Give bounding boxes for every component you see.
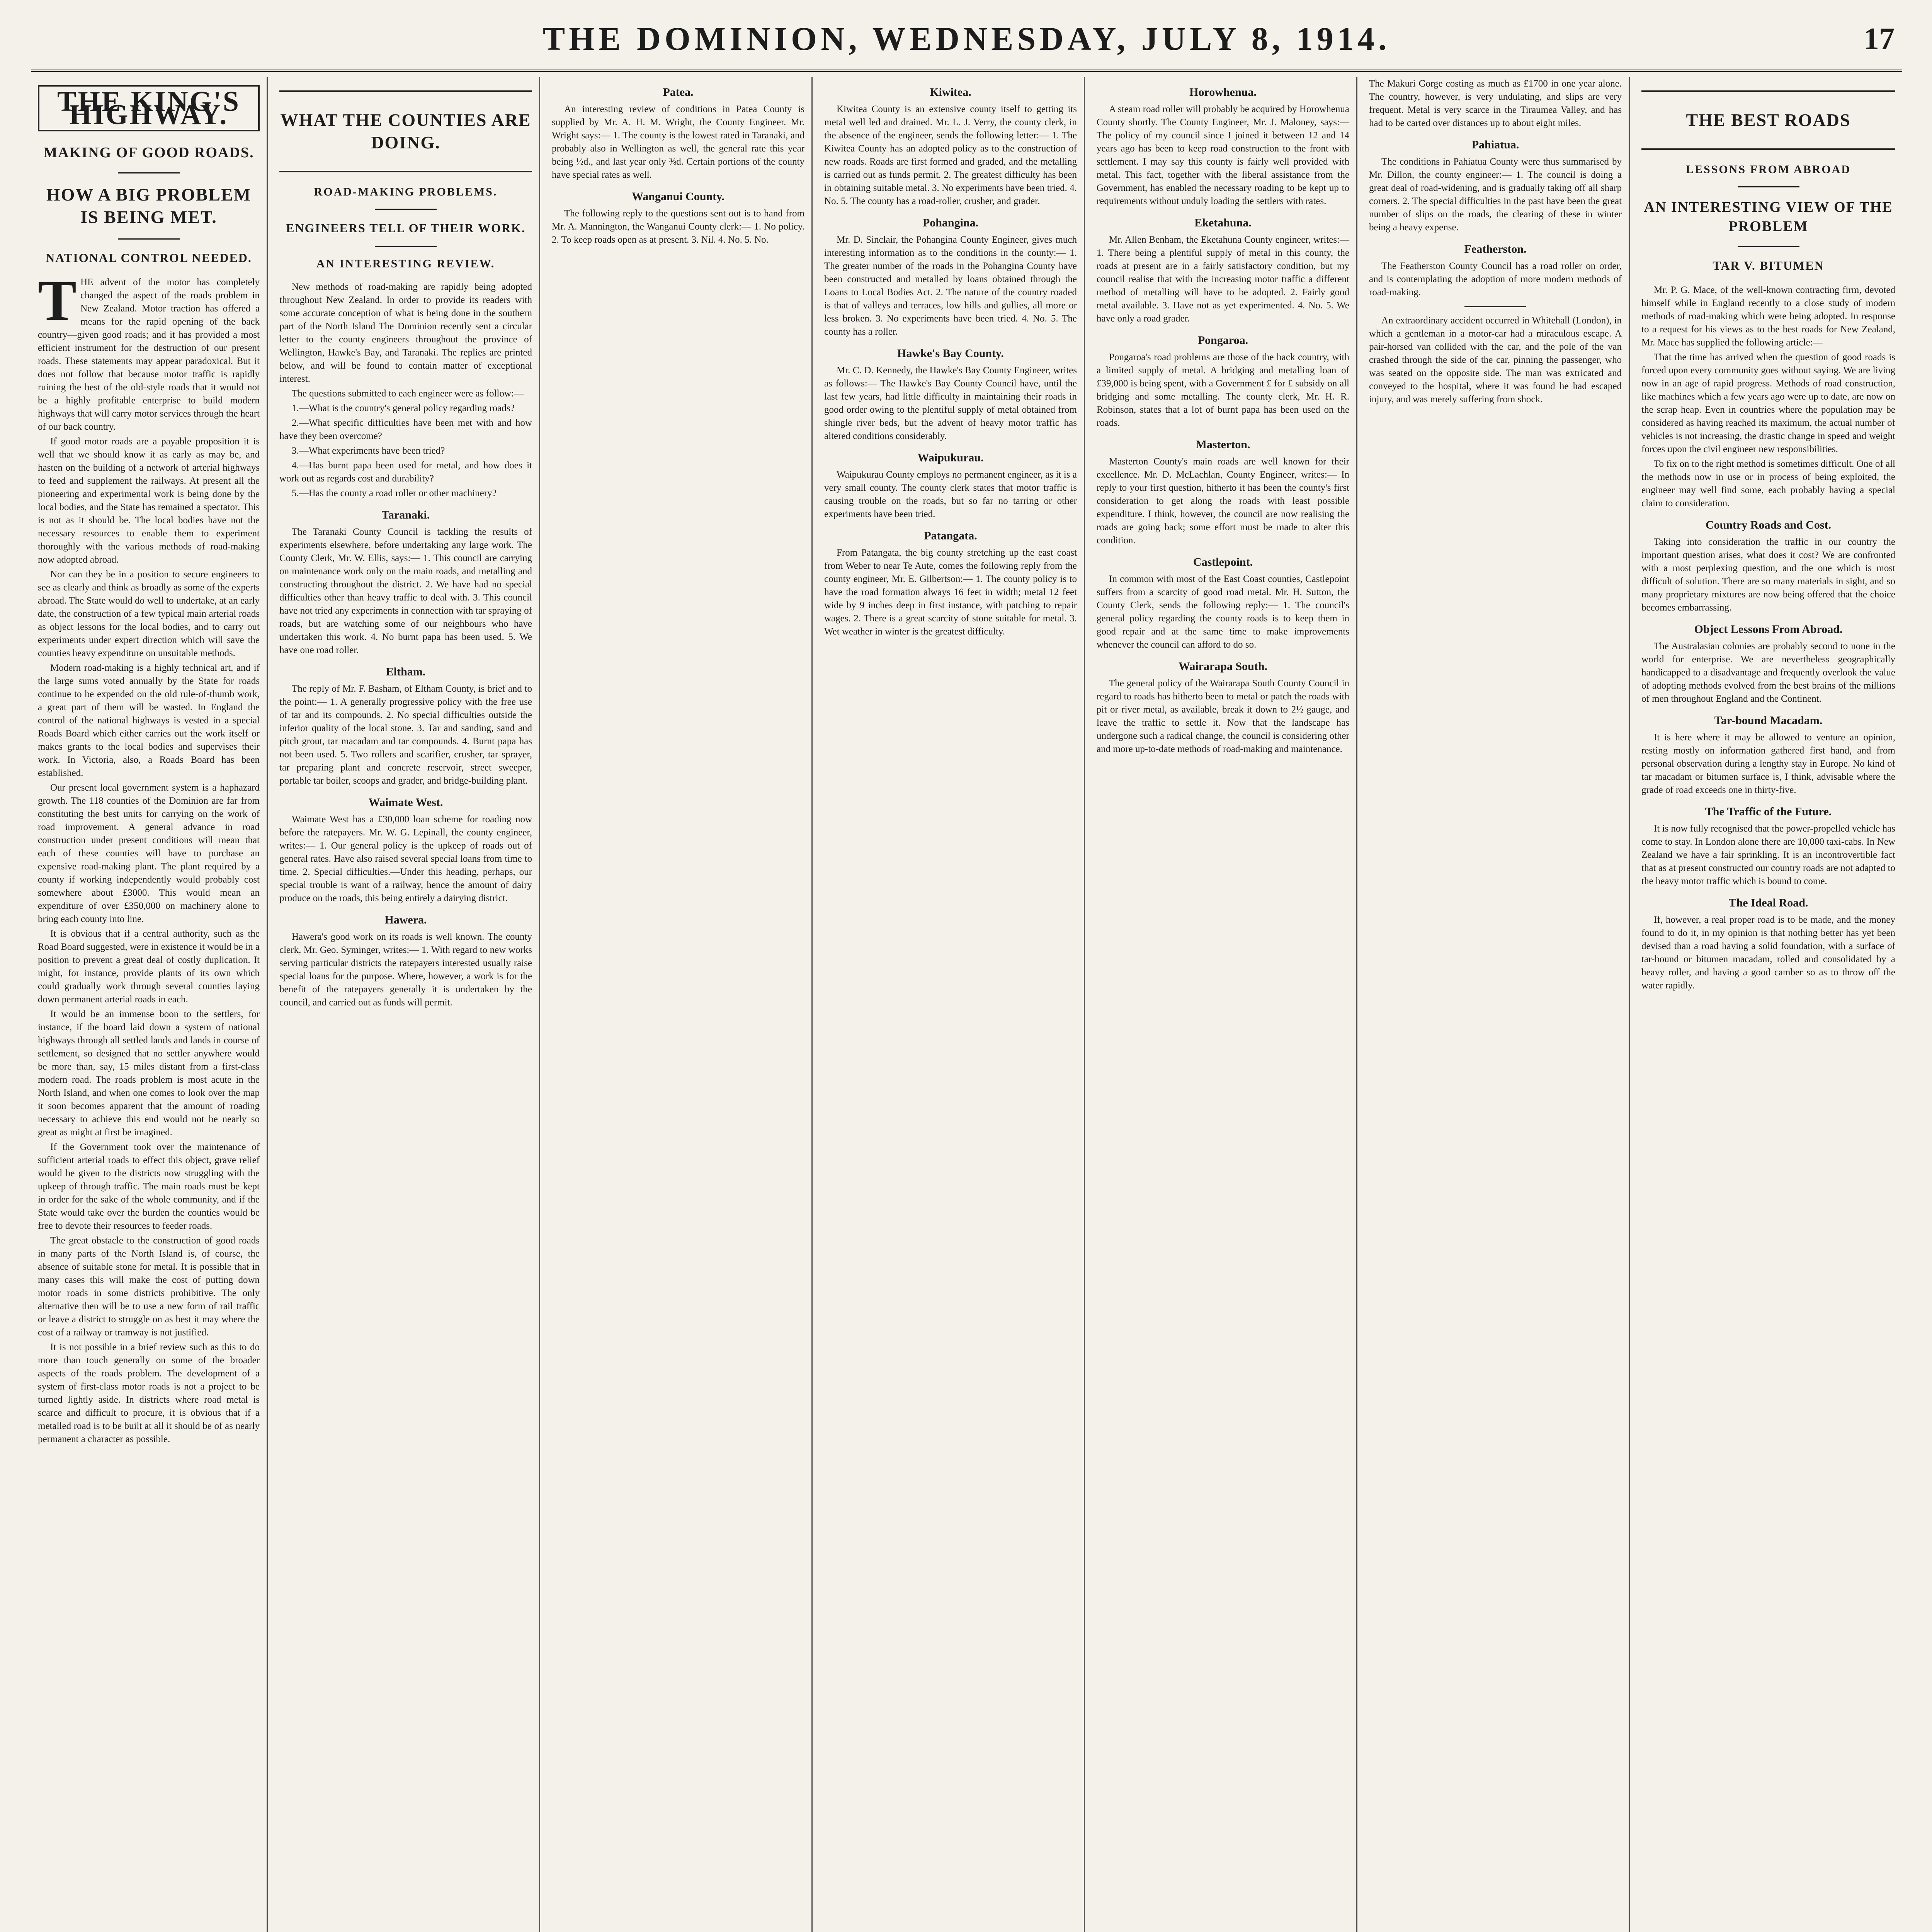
kings-highway-lead-paragraph: [38, 269, 260, 434]
body-paragraph: In common with most of the East Coast counties, Castlepoint suffers from a scarcity of good road metal. Mr. H. Sutton, the County Clerk, sends the following reply:— 1. The council's general policy regarding the county roads is to keep them in good repair and at the same time to make improvements whenever the council can afford to do so.: [1097, 574, 1349, 650]
body-paragraph: Modern road-making is a highly technical art, and if the large sums voted annually by the State for roads continue to be expended on the old rule-of-thumb work, a great part of them will be wasted. In England the control of the national highways is vested in a special Roads Board which either carries out the work itself or makes grants to the local bodies and supervises their work. In Victoria, also, a Roads Board has been established.: [38, 663, 260, 778]
body-paragraph: Pongaroa's road problems are those of the back country, with a limited supply of metal. A bridging and metalling loan of £39,000 is being spent, with a Government £ for £ subsidy on all bridging and some metalling. The county clerk, Mr. H. R. Robinson, states that a lot of burnt papa has been used on the roads.: [1097, 352, 1349, 428]
body-paragraph: It is not possible in a brief review such as this to do more than touch generally on some of the broader aspects of the roads problem. The development of a system of first-class motor roads is not a project to be turned lightly aside. In districts where road metal is scarce and difficult to procure, it is obvious that if a metalled road is to be built at all it should be of as nearly permanent a character as possible.: [38, 1342, 260, 1444]
body-paragraph: The questions submitted to each engineer were as follow:—: [292, 388, 524, 399]
best-roads-headline: THE BEST ROADS: [1686, 110, 1851, 130]
subhead-eketahuna: Eketahuna.: [1194, 216, 1252, 229]
column-rule: [1629, 77, 1630, 1932]
body-paragraph: To fix on to the right method is sometimes difficult. One of all the methods now in use or in process of being exploited, the engineer may well find some, each probably having a special claim to consideration.: [1641, 459, 1895, 509]
news-paragraph: An extraordinary accident occurred in Whitehall (London), in which a gentleman in a motor-car had a miraculous escape. A pair-horsed van collided with the car, and the pole of the van crashed through the side of the car, pinning the passenger, who was seated on the opposite side. The man was extricated and conveyed to the hospital, where it was found he had escaped injury, and was merely suffering from shock.: [1369, 315, 1622, 405]
divider: [375, 209, 437, 210]
counties-article-part-4: [1090, 77, 1356, 1932]
kings-highway-deck-2: HOW A BIG PROBLEM IS BEING MET.: [46, 185, 252, 227]
subhead-pahiatua: Pahiatua.: [1471, 138, 1519, 151]
question-item: 3.—What experiments have been tried?: [292, 446, 445, 456]
body-paragraph: The Featherston County Council has a road roller on order, and is contemplating the adoption of more modern methods of road-making.: [1369, 261, 1622, 298]
counties-article-part-2: [545, 77, 811, 1932]
body-paragraph: Taking into consideration the traffic in our country the important question arises, what does it cost? We are confronted with a most perplexing question, and the one which is most difficult of solution. There are so many materials in sight, and so many proprietary mixtures are now being offered that the choice becomes embarrassing.: [1641, 537, 1895, 613]
divider: [118, 238, 180, 240]
body-paragraph: It is now fully recognised that the power-propelled vehicle has come to stay. In London alone there are 10,000 taxi-cabs. In New Zealand we have a fair sprinkling. It is an incontrovertible fact that as at present constructed our country roads are not adapted to the heavy motor traffic which is bound to come.: [1641, 823, 1895, 886]
best-roads-deck-2: AN INTERESTING VIEW OF THE PROBLEM: [1644, 199, 1893, 235]
column-rule: [267, 77, 268, 1932]
body-paragraph: Mr. P. G. Mace, of the well-known contracting firm, devoted himself while in England recently to a close study of modern methods of road-making which were being adopted. In response to a request for his views as to the best roads for New Zealand, Mr. Mace has supplied the following article:—: [1641, 285, 1895, 348]
question-item: 1.—What is the country's general policy regarding roads?: [292, 403, 515, 413]
subhead-traffic-future: The Traffic of the Future.: [1705, 805, 1832, 818]
subhead-horowhenua: Horowhenua.: [1189, 86, 1257, 99]
subhead-kiwitea: Kiwitea.: [930, 86, 971, 99]
counties-article-part-1: [272, 77, 539, 1932]
body-paragraph: The Taranaki County Council is tackling the results of experiments elsewhere, before undertaking any large work. The County Clerk, Mr. W. Ellis, says:— 1. This council are carrying on maintenance work only on the main roads, and metalling and constructing throughout the district. 2. We have had no special difficulties other than heavy traffic to deal with. 3. This council have not tried any experiments in connection with tar spraying of roads, but are watching some of our neighbours who have undertaken this work. 4. No burnt papa has been used. 5. We have one road roller.: [279, 527, 532, 655]
subhead-hawkes-bay: Hawke's Bay County.: [897, 347, 1004, 360]
divider: [1738, 246, 1799, 247]
subhead-waimate: Waimate West.: [368, 796, 443, 809]
subhead-eltham: Eltham.: [386, 665, 426, 678]
column-rule: [811, 77, 813, 1932]
body-paragraph: Mr. C. D. Kennedy, the Hawke's Bay County Engineer, writes as follows:— The Hawke's Bay County Council have, until the last few years, had little difficulty in maintaining their roads in good order owing to the plentiful supply of metal obtained from shingle river beds, but the advent of heavy motor traffic has altered conditions considerably.: [824, 365, 1077, 441]
best-roads-byline: TAR V. BITUMEN: [1713, 259, 1824, 272]
newspaper-title: THE DOMINION, WEDNESDAY, JULY 8, 1914.: [543, 20, 1391, 57]
subhead-pohangina: Pohangina.: [922, 216, 979, 229]
counties-headline: WHAT THE COUNTIES ARE DOING.: [280, 110, 531, 152]
body-paragraph: Hawera's good work on its roads is well known. The county clerk, Mr. Geo. Syminger, writes:— 1. With regard to new works serving particular districts the ratepayers interested usually raise special loans for the purpose. Where, however, a work is for the benefit of the ratepayers generally it is undertaken by the council, and carried out as funds will permit.: [279, 932, 532, 1008]
counties-article-part-5: [1362, 77, 1629, 1932]
drop-cap: T: [38, 269, 77, 333]
body-paragraph: If good motor roads are a payable proposition it is well that we should know it as early as may be, and hasten on the building of a network of arterial highways to feed and supplement the railways. At present all the pioneering and experimental work is being done by the local bodies, and the State has remained a spectator. This is not as it should be. The local bodies have not the necessary resources to enable them to experiment thoroughly with the various methods of road-making now adopted abroad.: [38, 436, 260, 565]
subhead-tar-bound: Tar-bound Macadam.: [1714, 714, 1823, 727]
kings-highway-article: [31, 77, 267, 1932]
body-paragraph: If, however, a real proper road is to be made, and the money found to do it, in my opinion is that nothing better has yet been devised than a road having a solid foundation, with a surface of tar-bound or bitumen macadam, rolled and consolidated by a heavy roller, and having a good camber so as to throw off the water rapidly.: [1641, 915, 1895, 991]
counties-deck-1: ROAD-MAKING PROBLEMS.: [314, 185, 498, 198]
body-paragraph: Our present local government system is a haphazard growth. The 118 counties of the Dominion are far from constituting the best units for carrying on the work of road improvement. A general advance in road construction under present conditions will mean that each of these counties will have to purchase an expensive road-making plant. The plant required by a county if working independently would probably cost somewhere about £3000. This would mean an expenditure of over £350,000 on machinery alone to bring each county into line.: [38, 782, 260, 924]
kings-highway-deck-3: NATIONAL CONTROL NEEDED.: [46, 251, 252, 265]
body-paragraph: The Makuri Gorge costing as much as £1700 in one year alone. The country, however, is very undulating, and slips are very frequent. Metal is very scarce in the Tiraumea Valley, and has had to be carted over distances up to about eight miles.: [1369, 78, 1622, 128]
body-paragraph: The great obstacle to the construction of good roads in many parts of the North Island is, of course, the absence of suitable stone for metal. It is possible that in many cases this will make the cost of putting down motor roads in some districts prohibitive. The only alternative then will be to use a new form of rail traffic or leave a district to struggle on as best it may where the cost of a railway or tramway is not justified.: [38, 1235, 260, 1338]
body-paragraph: Mr. D. Sinclair, the Pohangina County Engineer, gives much interesting information as to the conditions in the county:— 1. The greater number of the roads in the Pohangina County have been constructed and metalled by loans obtained through the Loans to Local Bodies Act. 2. The nature of the country roaded is that of valleys and terraces, low hills and gullies, all more or less broken. 3. No experiments have been tried. 4. No. 5. The county has a roller.: [824, 235, 1077, 337]
counties-heading-box: [279, 90, 532, 172]
body-paragraph: It would be an immense boon to the settlers, for instance, if the board laid down a system of national highways through all settled lands and lands in course of settlement, so designed that no settler anywhere would be more than, say, 15 miles distant from a first-class modern road. The roads problem is most acute in the North Island, and when one comes to look over the map it soon becomes apparent that the amount of roading necessary to achieve this end would not be nearly so great as might at first be imagined.: [38, 1009, 260, 1138]
divider: [118, 172, 180, 173]
subhead-waipukurau: Waipukurau.: [917, 451, 984, 464]
subhead-hawera: Hawera.: [384, 913, 427, 926]
body-paragraph: Nor can they be in a position to secure engineers to see as clearly and think as broadly as some of the experts abroad. The State would do well to undertake, at an early date, the construction of a few typical main arterial roads as object lessons for the local bodies, and to carry out experiments under expert direction which will save the counties heavy expenditure on unsuitable methods.: [38, 569, 260, 658]
body-paragraph: Mr. Allen Benham, the Eketahuna County engineer, writes:— 1. There being a plentiful supply of metal in this county, the roads at present are in a fairly satisfactory condition, but my council realise that with the increasing motor traffic a different method of metalling will have to be adopted. 2. Fairly good metal available. 3. Have not as yet experimented. 4. No. 5. We have only a road grader.: [1097, 235, 1349, 324]
subhead-masterton: Masterton.: [1196, 438, 1250, 451]
body-paragraph: If the Government took over the maintenance of sufficient arterial roads to effect this object, grave relief would be given to the districts now struggling with the upkeep of through traffic. The main roads must be kept in order for the sake of the whole community, and if the State would take over the burden the counties would be free to devote their resources to feeder roads.: [38, 1142, 260, 1231]
counties-deck-3: AN INTERESTING REVIEW.: [316, 257, 495, 270]
body-paragraph: That the time has arrived when the question of good roads is forced upon every community goes without saying. We are living now in an age of rapid progress. Methods of road construction, like machines which a few years ago were up to date, are now on the scrap heap. Even in countries where the population may be considered as having reached its maximum, the actual number of vehicles is not increasing, the drastic change in speed and weight forces upon the civil engineer new responsibilities.: [1641, 352, 1895, 454]
column-rule: [1084, 77, 1085, 1932]
masthead: [31, 12, 1902, 72]
counties-deck-2: ENGINEERS TELL OF THEIR WORK.: [286, 221, 526, 235]
body-paragraph: The reply of Mr. F. Basham, of Eltham County, is brief and to the point:— 1. A generally progressive policy with the free use of tar and its compounds. 2. No special difficulties outside the inferior quality of the local stone. 3. Tar and sanding, sand and pitch grout, tar macadam and tar compounds. 4. Burnt papa has not been used. 5. Two rollers and scarifier, crusher, tar sprayer, tar preparing plant and concrete reservoir, street sweeper, portable tar boiler, scoops and grader, and bridge-building plant.: [279, 684, 532, 786]
column-rule: [539, 77, 540, 1932]
lead-text: HE advent of the motor has completely changed the aspect of the roads problem in New Zealand. Motor traction has offered a means for the rapid opening of the back country—given good roads; and it has provided a most efficient instrument for the destruction of our present roads. These statements may appear paradoxical. But it does not follow that because motor traffic is rapidly ruining the best of the old-style roads that it would not be a highly profitable enterprise to build modern highways that will carry motor services through the heart of our back country.: [38, 277, 260, 432]
subhead-castlepoint: Castlepoint.: [1193, 556, 1253, 568]
body-paragraph: A steam road roller will probably be acquired by Horowhenua County shortly. The County Engineer, Mr. J. Maloney, says:— The policy of my council since I joined it between 12 and 14 years ago has been to keep road construction to the front with settlement. I may say this county is fairly well provided with metal. This fact, together with the liberal assistance from the Government, has enabled the necessary roading to be kept up to requirements without unduly loading the settlers with rates.: [1097, 104, 1349, 206]
subhead-patea: Patea.: [663, 86, 694, 99]
divider: [375, 246, 437, 247]
subhead-wanganui: Wanganui County.: [631, 190, 725, 203]
divider: [1738, 186, 1799, 187]
best-roads-heading-box: [1641, 90, 1895, 150]
body-paragraph: The general policy of the Wairarapa South County Council in regard to roads has hitherto been to metal or patch the roads with pit or river metal, as available, break it down to 2½ gauge, and leave the traffic to settle it. Now that the landscape has undergone such a radical change, the council is considering other and more up-to-date methods of road-making and maintenance.: [1097, 678, 1349, 754]
column-rule: [1356, 77, 1357, 1932]
body-paragraph: It is obvious that if a central authority, such as the Road Board suggested, were in existence it would be in a position to prevent a great deal of costly duplication. It might, for instance, provide plants of its own which could gradually work through several counties laying down permanent arterial roads in each.: [38, 929, 260, 1005]
body-paragraph: Kiwitea County is an extensive county itself to getting its metal well led and drained. Mr. L. J. Verry, the county clerk, in the absence of the engineer, sends the following letter:— 1. The Kiwitea County has an adopted policy as to the construction of new roads. Roads are first formed and graded, and the metalling is carried out as funds permit. 2. The greatest difficulty has been in obtaining suitable metal. 3. No experiments have been tried. 4. No. 5. The county has a road-roller, crusher, and grader.: [824, 104, 1077, 206]
subhead-taranaki: Taranaki.: [381, 509, 430, 521]
subhead-featherston: Featherston.: [1464, 243, 1527, 255]
subhead-object-lessons: Object Lessons From Abroad.: [1694, 623, 1843, 636]
divider: [1464, 306, 1526, 307]
body-paragraph: Waimate West has a £30,000 loan scheme for roading now before the ratepayers. Mr. W. G. Lepinall, the county engineer, writes:— 1. Our general policy is the upkeep of roads out of general rates. Have also raised several special loans from time to time. 2. Special difficulties.—Under this heading, perhaps, our special trouble is want of a railway, hence the amount of dairy produce on the roads, this being entirely a dairying district.: [279, 814, 532, 903]
counties-article-part-3: [817, 77, 1084, 1932]
body-paragraph: The following reply to the questions sent out is to hand from Mr. A. Mannington, the Wanganui County clerk:— 1. No policy. 2. To keep roads open as at present. 3. Nil. 4. No. 5. No.: [552, 208, 804, 245]
kings-highway-deck-1: MAKING OF GOOD ROADS.: [43, 145, 254, 161]
question-item: 4.—Has burnt papa been used for metal, and how does it work out as regards cost and durability?: [279, 460, 532, 484]
question-item: 5.—Has the county a road roller or other machinery?: [292, 488, 497, 498]
body-paragraph: The Australasian colonies are probably second to none in the world for enterprise. We are nevertheless geographically handicapped to a disadvantage and frequently overlook the value of adopting methods evolved from the best brains of the millions of men throughout England and the Continent.: [1641, 641, 1895, 704]
subhead-patangata: Patangata.: [924, 529, 977, 542]
body-paragraph: An interesting review of conditions in Patea County is supplied by Mr. A. H. M. Wright, the County Engineer. Mr. Wright says:— 1. The county is the lowest rated in Taranaki, and probably also in Wellington as well, the general rate this year being ½d., and last year only ⅜d. Certain portions of the county have special rates as well.: [552, 104, 804, 180]
best-roads-article: [1634, 77, 1902, 1932]
kings-highway-headline: THE KING'S HIGHWAY.: [38, 85, 260, 131]
body-paragraph: Waipukurau County employs no permanent engineer, as it is a very small county. The county clerk states that motor traffic is causing trouble on the roads, but so far no tarring or other experiments have been tried.: [824, 469, 1077, 519]
question-item: 2.—What specific difficulties have been met with and how have they been overcome?: [279, 418, 532, 441]
page-number: 17: [1864, 22, 1895, 56]
best-roads-deck-1: LESSONS FROM ABROAD: [1685, 163, 1851, 176]
body-paragraph: The conditions in Pahiatua County were thus summarised by Mr. Dillon, the county engineer:— 1. The council is doing a great deal of road-widening, and is gradually taking off all sharp corners. 2. The special difficulties in the past have been the great number of slips on the roads, the clearing of these in winter being a heavy expense.: [1369, 156, 1622, 233]
body-paragraph: From Patangata, the big county stretching up the east coast from Weber to near Te Aute, comes the following reply from the county engineer, Mr. E. Gilbertson:— 1. The county policy is to have the road formation always 16 feet in width; metal 12 feet wide by 9 inches deep in first instance, with patching to repair wages. 2. There is a great scarcity of stone suitable for metal. 3. Wet weather in winter is the greatest difficulty.: [824, 548, 1077, 637]
body-paragraph: New methods of road-making are rapidly being adopted throughout New Zealand. In order to provide its readers with some accurate conception of what is being done in the southern part of the North Island The Dominion recently sent a circular letter to the county engineers throughout the province of Wellington, Hawke's Bay, and Taranaki. The replies are printed below, and will be found to contain matter of exceptional interest.: [279, 282, 532, 384]
subhead-wairarapa: Wairarapa South.: [1178, 660, 1268, 673]
subhead-pongaroa: Pongaroa.: [1197, 334, 1248, 347]
subhead-country-roads: Country Roads and Cost.: [1705, 519, 1832, 531]
body-paragraph: Masterton County's main roads are well known for their excellence. Mr. D. McLachlan, County Engineer, writes:— In reply to your first question, hitherto it has been the county's first consideration to get along the roads with least possible expenditure. I think, however, the council are now realising the roads are going back; some effort must be made to alter this condition.: [1097, 456, 1349, 546]
body-paragraph: It is here where it may be allowed to venture an opinion, resting mostly on information gathered first hand, and from personal observation during a lengthy stay in Europe. No kind of tar macadam or bitumen surface is, I think, advisable where the grade of road exceeds one in thirty-five.: [1641, 732, 1895, 795]
subhead-ideal-road: The Ideal Road.: [1728, 896, 1808, 909]
